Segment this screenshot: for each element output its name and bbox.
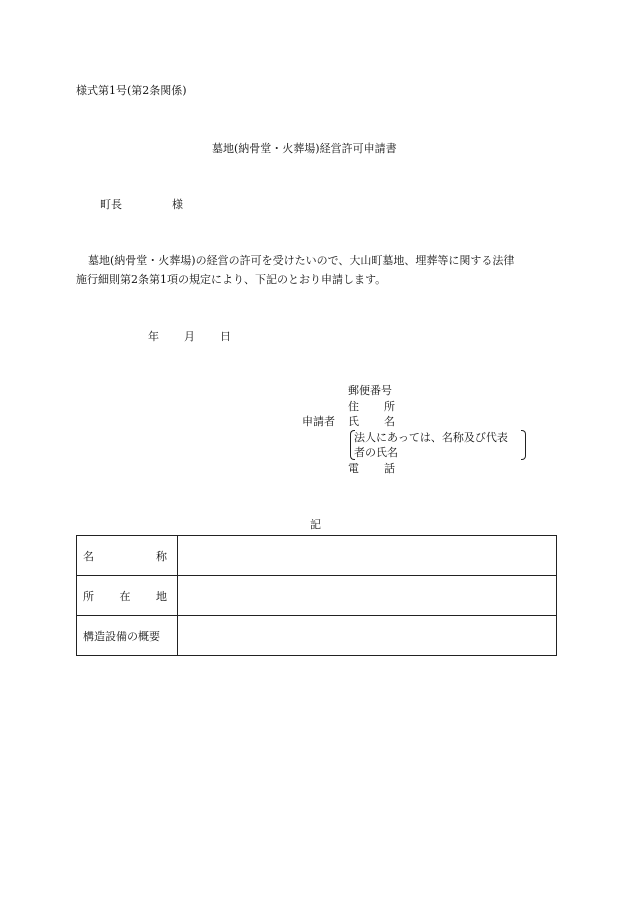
table-value-name[interactable] bbox=[178, 536, 557, 576]
right-bracket bbox=[521, 430, 526, 460]
corporate-note-line-1: 法人にあっては、名称及び代表 bbox=[354, 431, 508, 444]
table-label-location-a: 所 bbox=[83, 589, 94, 603]
table-label-structure bbox=[77, 616, 178, 656]
applicant-phone-b: 話 bbox=[384, 462, 395, 475]
applicant-postal-code: 郵便番号 bbox=[348, 384, 392, 397]
details-table bbox=[76, 535, 557, 656]
table-label-location-c: 地 bbox=[156, 589, 167, 603]
page-title: 墓地(納骨堂・火葬場)経営許可申請書 bbox=[212, 142, 397, 155]
applicant-label: 申請者 bbox=[302, 415, 335, 428]
table-label-name bbox=[77, 536, 178, 576]
date-month: 月 bbox=[184, 330, 195, 343]
date-day: 日 bbox=[220, 330, 231, 343]
table-row bbox=[77, 536, 557, 576]
table-label-structure-text: 構造設備の概要 bbox=[83, 629, 160, 643]
table-label-location bbox=[77, 576, 178, 616]
table-row bbox=[77, 616, 557, 656]
addressee-prefix: 町長 bbox=[100, 198, 122, 211]
corporate-note-line-2: 者の氏名 bbox=[354, 446, 398, 459]
applicant-name-a: 氏 bbox=[348, 415, 359, 428]
ki-heading: 記 bbox=[310, 518, 321, 531]
table-label-name-a: 名 bbox=[83, 549, 94, 563]
table-label-location-b: 在 bbox=[119, 589, 131, 603]
table-row bbox=[77, 576, 557, 616]
table-value-location[interactable] bbox=[178, 576, 557, 616]
body-line-2: 施行細則第2条第1項の規定により、下記のとおり申請します。 bbox=[76, 273, 387, 286]
date-year: 年 bbox=[148, 330, 159, 343]
form-number: 様式第1号(第2条関係) bbox=[76, 84, 187, 97]
table-label-name-b: 称 bbox=[156, 549, 167, 563]
table-value-structure[interactable] bbox=[178, 616, 557, 656]
applicant-phone-a: 電 bbox=[348, 462, 359, 475]
applicant-address-a: 住 bbox=[348, 400, 359, 413]
applicant-address-b: 所 bbox=[384, 400, 395, 413]
body-line-1: 墓地(納骨堂・火葬場)の経営の許可を受けたいので、大山町墓地、埋葬等に関する法律 bbox=[88, 254, 515, 267]
applicant-name-b: 名 bbox=[384, 415, 395, 428]
addressee-suffix: 様 bbox=[172, 198, 183, 211]
